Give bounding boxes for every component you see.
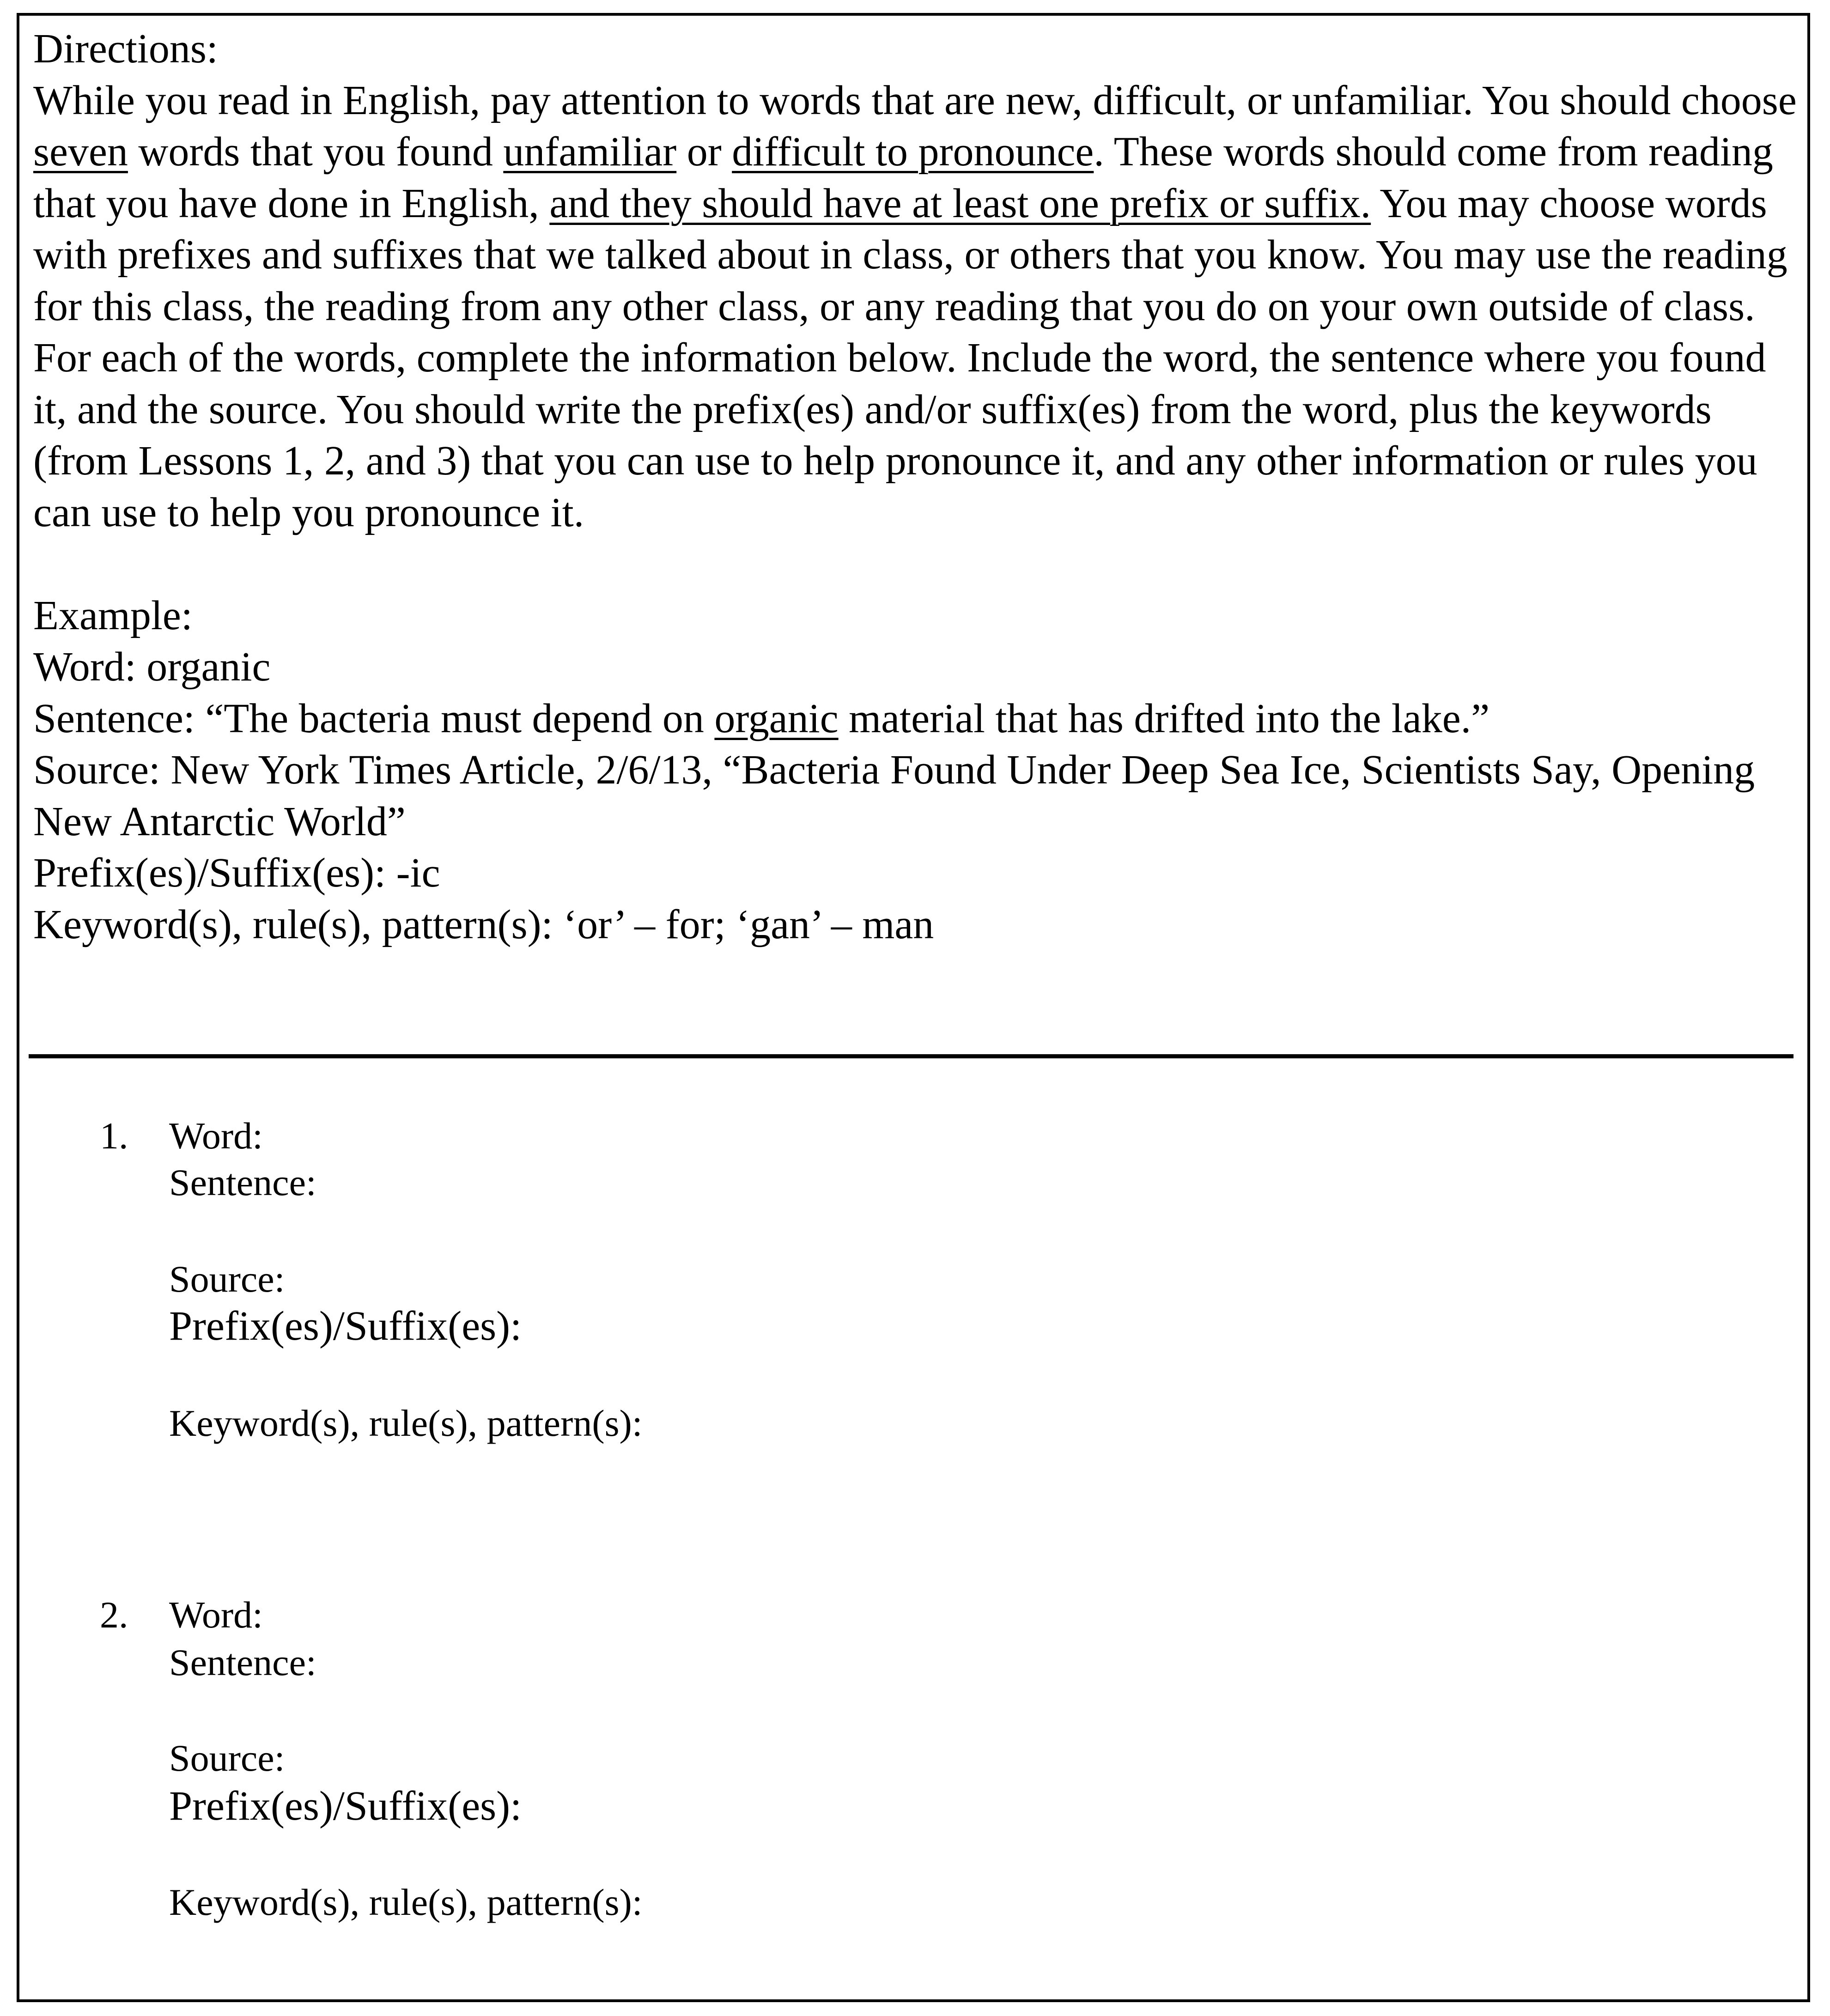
directions-text: . These words should come from reading that you have done in English, — [33, 129, 1773, 226]
directions-text: or — [676, 129, 732, 175]
item-affixes-label: Prefix(es)/Suffix(es): — [169, 1303, 522, 1349]
directions-text: words that you found — [128, 129, 504, 175]
item-source-label: Source: — [169, 1737, 285, 1779]
directions-block — [33, 23, 1803, 950]
item-source-label: Source: — [169, 1258, 285, 1300]
example-sentence-underlined-word: organic — [714, 695, 839, 741]
emphasis-difficult-to-pronounce: difficult to pronounce — [732, 129, 1094, 175]
emphasis-seven: seven — [33, 129, 128, 175]
emphasis-prefix-or-suffix: and they should have at least one prefix or suffix. — [549, 180, 1371, 226]
item-sentence-label: Sentence: — [169, 1161, 316, 1203]
example-heading: Example: — [33, 592, 193, 638]
example-affixes: Prefix(es)/Suffix(es): -ic — [33, 850, 440, 896]
item-word-label: Word: — [169, 1594, 263, 1636]
example-sentence — [33, 693, 1803, 745]
example-word: Word: organic — [33, 644, 271, 690]
directions-text: While you read in English, pay attention to words that are new, difficult, or unfamiliar. You should choose — [33, 77, 1797, 123]
directions-paragraph-1 — [33, 75, 1803, 333]
spacer — [33, 538, 1803, 590]
example-sentence-text: material that has drifted into the lake.” — [838, 695, 1490, 741]
example-sentence-text: Sentence: “The bacteria must depend on — [33, 695, 715, 741]
item-number: 1. — [100, 1115, 128, 1157]
item-word-label: Word: — [169, 1115, 263, 1157]
section-divider — [29, 1054, 1794, 1058]
directions-paragraph-2: For each of the words, complete the information below. Include the word, the sentence where you found it, and the source. You should write the prefix(es) and/or suffix(es) from the word, plus the keywords (from Lessons 1, 2, and 3) that you can use to help pronounce it, and any other information or rules you can use to help you pronounce it. — [33, 335, 1766, 535]
item-keywords-label: Keyword(s), rule(s), pattern(s): — [169, 1402, 643, 1444]
item-sentence-label: Sentence: — [169, 1641, 316, 1683]
item-number: 2. — [100, 1594, 128, 1636]
example-keywords: Keyword(s), rule(s), pattern(s): ‘or’ – for; ‘gan’ – man — [33, 901, 934, 947]
emphasis-unfamiliar: unfamiliar — [503, 129, 677, 175]
directions-text: You may choose words with prefixes and suffixes that we talked about in class, or others that you know. You may use the reading for this class, the reading from any other class, or any reading that you do on your own outside of class. — [33, 180, 1787, 329]
directions-heading: Directions: — [33, 26, 218, 72]
example-source: Source: New York Times Article, 2/6/13, “Bacteria Found Under Deep Sea Ice, Scientists Say, Opening New Antarctic World” — [33, 747, 1755, 844]
item-keywords-label: Keyword(s), rule(s), pattern(s): — [169, 1881, 643, 1923]
item-affixes-label: Prefix(es)/Suffix(es): — [169, 1783, 522, 1829]
